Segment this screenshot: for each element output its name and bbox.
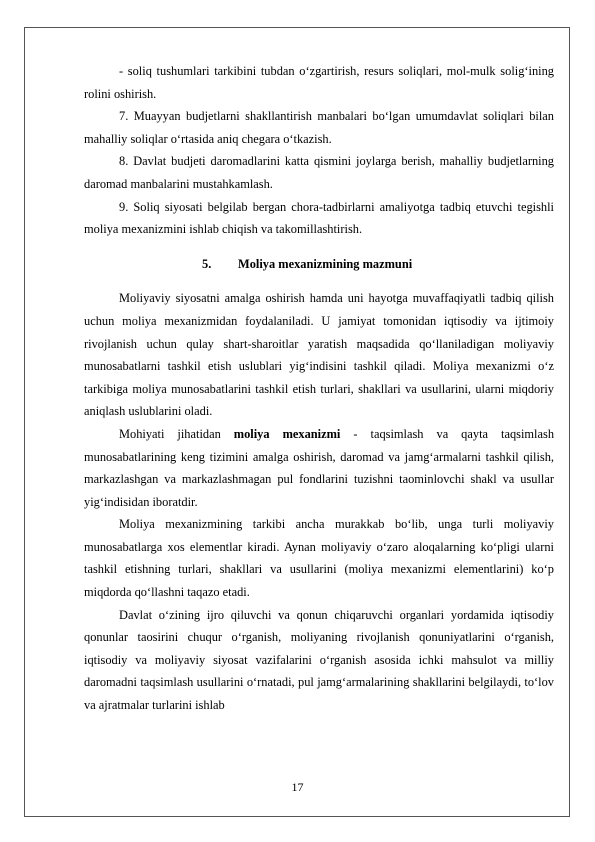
- section-heading: [84, 253, 554, 276]
- paragraph-item-8: 8. Davlat budjeti daromadlarini katta qismini joylarga berish, mahalliy budjetlarning daromad manbalarini mustahkamlash.: [84, 154, 554, 191]
- term-moliya-mexanizmi: moliya mexanizmi: [233, 426, 341, 441]
- paragraph-body-1: Moliyaviy siyosatni amalga oshirish hamda uni hayotga muvaffaqiyatli tadbiq qilish uchun moliya mexanizmidan foydalaniladi. U jamiyat tomonidan iqtisodiy va ijtimoiy rivojlanish uchun qulay shart-sharoitlar yaratish maqsadida qo‘llaniladigan moliyaviy munosabatlarni tashkil etish uslublari yig‘indisini tashkil qiladi. Moliya mexanizmi o‘z tarkibiga moliya munosabatlarini tashkil etish turlari, shakllari va usullarini, ularni miqdoriy aniqlash uslublarini oladi.: [84, 291, 554, 419]
- section-number: 5.: [202, 256, 212, 271]
- section-title: Moliya mexanizmining mazmuni: [238, 256, 413, 271]
- paragraph-item-7: 7. Muayyan budjetlarni shakllantirish manbalari bo‘lgan umumdavlat soliqlari bilan mahalliy soliqlar o‘rtasida aniq chegara o‘tkazish.: [84, 109, 554, 146]
- page-number: 17: [291, 780, 304, 794]
- paragraph-body-2-lead: Mohiyati jihatidan: [119, 426, 234, 441]
- paragraph-body-4: Davlat o‘zining ijro qiluvchi va qonun chiqaruvchi organlari yordamida iqtisodiy qonunlar taosirini chuqur o‘rganish, moliyaning rivojlanish qonuniyatlarini o‘rganish, iqtisodiy va moliyaviy siyosat vazifalarini o‘rganish asosida ichki mahsulot va milliy daromadni taqsimlash usullarini o‘rnatadi, pul jamg‘armalarining shakllarini belgilaydi, to‘lov va ajratmalar turlarini ishlab: [84, 607, 554, 713]
- paragraph-body-2: [84, 423, 554, 513]
- paragraph-body-2-rest: - taqsimlash va qayta taqsimlash munosabatlarining keng tizimini amalga oshirish, daromad va jamg‘armalarni tashkil qilish, markazlashgan va markazlashmagan pul fondlarini tuzishni taominlovchi shakl va usullar yig‘indisidan iboratdir.: [84, 426, 555, 509]
- paragraph-item-9: 9. Soliq siyosati belgilab bergan chora-tadbirlarni amaliyotga tadbiq etuvchi tegishli moliya mexanizmini ishlab chiqish va takomillashtirish.: [84, 199, 554, 237]
- paragraph-tax-revenue: - soliq tushumlari tarkibini tubdan o‘zgartirish, resurs soliqlari, mol-mulk solig‘ining rolini oshirish.: [84, 64, 554, 101]
- paragraph-body-3: Moliya mexanizmining tarkibi ancha murakkab bo‘lib, unga turli moliyaviy munosabatlarga xos elementlar kiradi. Aynan moliyaviy o‘zaro aloqalarning ko‘pligi ularni tashkil etishning turlari, shakllari va usullarini (moliya mexanizmi elementlarini) ko‘p miqdorda qo‘llashni taqazo etadi.: [84, 517, 554, 600]
- document-body: [84, 60, 554, 717]
